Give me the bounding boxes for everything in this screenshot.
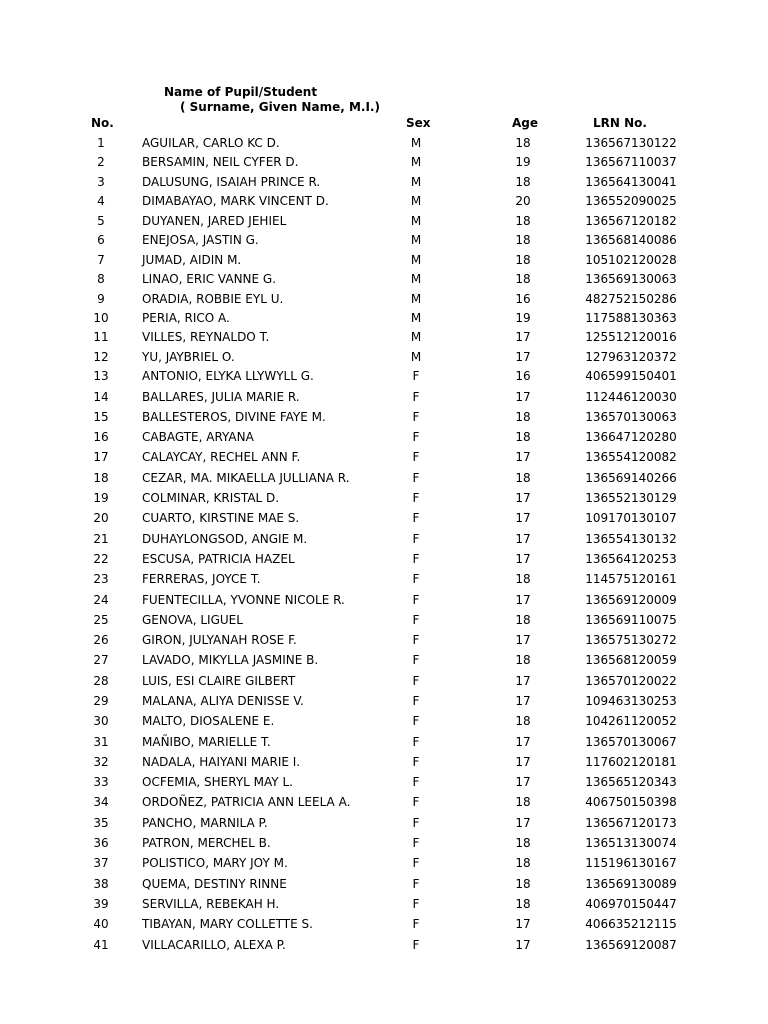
student-sex: M bbox=[410, 330, 422, 345]
table-row bbox=[0, 308, 768, 327]
student-sex: M bbox=[410, 194, 422, 209]
student-age: 17 bbox=[515, 775, 531, 790]
name-column-subheader: ( Surname, Given Name, M.I.) bbox=[180, 100, 380, 114]
student-name: LUIS, ESI CLAIRE GILBERT bbox=[142, 673, 296, 688]
student-name: DUYANEN, JARED JEHIEL bbox=[142, 213, 287, 228]
table-row bbox=[0, 590, 768, 610]
student-age: 17 bbox=[515, 673, 531, 688]
student-age: 17 bbox=[515, 734, 531, 749]
student-sex: F bbox=[412, 714, 420, 729]
student-sex: F bbox=[412, 653, 420, 668]
student-lrn: 136568120059 bbox=[585, 653, 677, 668]
row-number: 21 bbox=[93, 531, 109, 546]
student-name: POLISTICO, MARY JOY M. bbox=[142, 856, 288, 871]
student-lrn: 114575120161 bbox=[585, 572, 677, 587]
row-number: 24 bbox=[93, 592, 109, 607]
table-row bbox=[0, 630, 768, 650]
student-lrn: 136568140086 bbox=[585, 233, 677, 248]
student-sex: F bbox=[412, 572, 420, 587]
student-name: MALTO, DIOSALENE E. bbox=[142, 714, 275, 729]
table-row bbox=[0, 211, 768, 230]
student-lrn: 125512120016 bbox=[585, 330, 677, 345]
student-lrn: 136567120182 bbox=[585, 213, 677, 228]
table-row bbox=[0, 427, 768, 447]
student-lrn: 136564130041 bbox=[585, 174, 677, 189]
student-rows bbox=[0, 133, 768, 955]
student-lrn: 117602120181 bbox=[585, 754, 677, 769]
student-age: 20 bbox=[515, 194, 531, 209]
row-number: 13 bbox=[93, 369, 109, 384]
student-name: NADALA, HAIYANI MARIE I. bbox=[142, 754, 301, 769]
student-age: 18 bbox=[515, 174, 531, 189]
student-age: 19 bbox=[515, 310, 531, 325]
student-name: JUMAD, AIDIN M. bbox=[142, 252, 242, 267]
row-number: 33 bbox=[93, 775, 109, 790]
student-name: VILLACARILLO, ALEXA P. bbox=[142, 937, 286, 952]
row-number: 31 bbox=[93, 734, 109, 749]
student-sex: F bbox=[412, 856, 420, 871]
student-age: 19 bbox=[515, 155, 531, 170]
student-sex: M bbox=[410, 291, 422, 306]
student-sex: F bbox=[412, 836, 420, 851]
student-lrn: 117588130363 bbox=[585, 310, 677, 325]
table-row bbox=[0, 752, 768, 772]
student-age: 17 bbox=[515, 754, 531, 769]
student-name: LINAO, ERIC VANNE G. bbox=[142, 272, 277, 287]
table-row bbox=[0, 347, 768, 366]
row-number: 40 bbox=[93, 917, 109, 932]
student-sex: F bbox=[412, 511, 420, 526]
student-sex: F bbox=[412, 633, 420, 648]
student-lrn: 136513130074 bbox=[585, 836, 677, 851]
student-sex: F bbox=[412, 815, 420, 830]
table-row bbox=[0, 610, 768, 630]
student-sex: F bbox=[412, 430, 420, 445]
student-age: 17 bbox=[515, 551, 531, 566]
table-row bbox=[0, 327, 768, 346]
student-age: 17 bbox=[515, 531, 531, 546]
student-age: 17 bbox=[515, 694, 531, 708]
student-sex: M bbox=[410, 174, 422, 189]
student-age: 18 bbox=[515, 836, 531, 851]
student-sex: F bbox=[412, 531, 420, 546]
table-row bbox=[0, 250, 768, 269]
row-number: 27 bbox=[93, 653, 109, 668]
table-row bbox=[0, 732, 768, 752]
student-age: 17 bbox=[515, 592, 531, 607]
row-number: 10 bbox=[93, 310, 109, 325]
student-lrn: 482752150286 bbox=[585, 291, 677, 306]
row-number: 12 bbox=[93, 349, 109, 364]
row-number: 19 bbox=[93, 491, 109, 506]
table-row bbox=[0, 407, 768, 427]
table-row bbox=[0, 650, 768, 670]
table-row bbox=[0, 191, 768, 210]
student-name: DIMABAYAO, MARK VINCENT D. bbox=[142, 194, 329, 209]
table-row bbox=[0, 569, 768, 589]
student-age: 17 bbox=[515, 937, 531, 952]
student-name: AGUILAR, CARLO KC D. bbox=[142, 136, 280, 150]
student-lrn: 136570130063 bbox=[585, 409, 677, 424]
name-column-header: Name of Pupil/Student bbox=[164, 85, 318, 99]
student-lrn: 136554130132 bbox=[585, 531, 677, 546]
student-sex: M bbox=[410, 155, 422, 170]
student-name: CEZAR, MA. MIKAELLA JULLIANA R. bbox=[142, 470, 350, 485]
student-sex: F bbox=[412, 734, 420, 749]
student-name: GENOVA, LIGUEL bbox=[142, 612, 243, 627]
table-row bbox=[0, 671, 768, 691]
table-row bbox=[0, 874, 768, 894]
table-row bbox=[0, 152, 768, 171]
table-row bbox=[0, 894, 768, 914]
student-name: FERRERAS, JOYCE T. bbox=[142, 572, 261, 587]
student-name: COLMINAR, KRISTAL D. bbox=[142, 491, 280, 506]
row-number: 11 bbox=[93, 330, 109, 345]
student-age: 18 bbox=[515, 233, 531, 248]
table-row bbox=[0, 833, 768, 853]
student-lrn: 136564120253 bbox=[585, 551, 677, 566]
student-age: 16 bbox=[515, 369, 531, 384]
student-age: 18 bbox=[515, 896, 531, 911]
student-sex: F bbox=[412, 389, 420, 404]
row-number: 1 bbox=[97, 136, 105, 150]
student-name: GIRON, JULYANAH ROSE F. bbox=[142, 633, 297, 648]
student-sex: F bbox=[412, 917, 420, 932]
student-sex: F bbox=[412, 937, 420, 952]
student-name: ORDOÑEZ, PATRICIA ANN LEELA A. bbox=[142, 795, 351, 810]
student-name: BERSAMIN, NEIL CYFER D. bbox=[142, 155, 299, 170]
table-row bbox=[0, 853, 768, 873]
student-lrn: 109170130107 bbox=[585, 511, 677, 526]
student-lrn: 136569130089 bbox=[585, 876, 677, 891]
row-number: 4 bbox=[97, 194, 105, 209]
row-number: 7 bbox=[97, 252, 105, 267]
row-number: 5 bbox=[97, 213, 105, 228]
student-name: ORADIA, ROBBIE EYL U. bbox=[142, 291, 284, 306]
student-lrn: 136567110037 bbox=[585, 155, 677, 170]
student-sex: F bbox=[412, 491, 420, 506]
age-column-header: Age bbox=[512, 116, 539, 130]
student-sex: M bbox=[410, 252, 422, 267]
student-lrn: 136567120173 bbox=[585, 815, 677, 830]
row-number: 29 bbox=[93, 694, 109, 708]
student-lrn: 136569120087 bbox=[585, 937, 677, 952]
student-name: PANCHO, MARNILA P. bbox=[142, 815, 268, 830]
row-number: 8 bbox=[97, 272, 105, 287]
row-number: 22 bbox=[93, 551, 109, 566]
table-row bbox=[0, 711, 768, 731]
student-lrn: 136570130067 bbox=[585, 734, 677, 749]
student-age: 16 bbox=[515, 291, 531, 306]
student-age: 17 bbox=[515, 917, 531, 932]
student-name: LAVADO, MIKYLLA JASMINE B. bbox=[142, 653, 319, 668]
student-sex: F bbox=[412, 673, 420, 688]
student-age: 17 bbox=[515, 349, 531, 364]
row-number: 14 bbox=[93, 389, 109, 404]
row-number: 25 bbox=[93, 612, 109, 627]
student-age: 18 bbox=[515, 252, 531, 267]
student-sex: M bbox=[410, 136, 422, 150]
student-age: 18 bbox=[515, 136, 531, 150]
student-lrn: 136569120009 bbox=[585, 592, 677, 607]
student-sex: F bbox=[412, 694, 420, 708]
student-sex: M bbox=[410, 310, 422, 325]
student-age: 17 bbox=[515, 491, 531, 506]
row-number: 20 bbox=[93, 511, 109, 526]
table-row bbox=[0, 447, 768, 467]
student-lrn: 136567130122 bbox=[585, 136, 677, 150]
student-sex: F bbox=[412, 409, 420, 424]
student-name: ENEJOSA, JASTIN G. bbox=[142, 233, 259, 248]
student-name: YU, JAYBRIEL O. bbox=[142, 349, 235, 364]
student-lrn: 136569140266 bbox=[585, 470, 677, 485]
student-lrn: 406750150398 bbox=[585, 795, 677, 810]
row-number: 17 bbox=[93, 450, 109, 465]
student-sex: F bbox=[412, 795, 420, 810]
table-row bbox=[0, 230, 768, 249]
student-lrn: 136552130129 bbox=[585, 491, 677, 506]
student-name: ANTONIO, ELYKA LLYWYLL G. bbox=[142, 369, 314, 384]
student-age: 18 bbox=[515, 795, 531, 810]
student-lrn: 136569130063 bbox=[585, 272, 677, 287]
student-sex: M bbox=[410, 272, 422, 287]
student-sex: F bbox=[412, 470, 420, 485]
student-lrn: 406635212115 bbox=[585, 917, 677, 932]
student-sex: F bbox=[412, 775, 420, 790]
student-sex: M bbox=[410, 349, 422, 364]
row-number: 3 bbox=[97, 174, 105, 189]
student-name: DUHAYLONGSOD, ANGIE M. bbox=[142, 531, 308, 546]
row-number: 15 bbox=[93, 409, 109, 424]
row-number: 28 bbox=[93, 673, 109, 688]
student-lrn: 136554120082 bbox=[585, 450, 677, 465]
table-row bbox=[0, 488, 768, 508]
student-lrn: 136569110075 bbox=[585, 612, 677, 627]
table-row bbox=[0, 468, 768, 488]
table-row bbox=[0, 549, 768, 569]
student-name: MALANA, ALIYA DENISSE V. bbox=[142, 694, 304, 708]
table-row bbox=[0, 133, 768, 152]
student-name: OCFEMIA, SHERYL MAY L. bbox=[142, 775, 293, 790]
student-lrn: 136647120280 bbox=[585, 430, 677, 445]
row-number: 16 bbox=[93, 430, 109, 445]
table-row bbox=[0, 387, 768, 407]
student-age: 18 bbox=[515, 213, 531, 228]
row-number: 30 bbox=[93, 714, 109, 729]
student-lrn: 115196130167 bbox=[585, 856, 677, 871]
student-lrn: 136570120022 bbox=[585, 673, 677, 688]
row-number: 36 bbox=[93, 836, 109, 851]
student-lrn: 136565120343 bbox=[585, 775, 677, 790]
row-number: 6 bbox=[97, 233, 105, 248]
student-age: 18 bbox=[515, 572, 531, 587]
student-name: BALLARES, JULIA MARIE R. bbox=[142, 389, 300, 404]
row-number: 39 bbox=[93, 896, 109, 911]
student-age: 17 bbox=[515, 389, 531, 404]
table-row bbox=[0, 366, 768, 386]
student-lrn: 136575130272 bbox=[585, 633, 677, 648]
student-lrn: 136552090025 bbox=[585, 194, 677, 209]
student-age: 17 bbox=[515, 511, 531, 526]
student-age: 18 bbox=[515, 470, 531, 485]
sex-column-header: Sex bbox=[406, 116, 431, 130]
student-age: 18 bbox=[515, 653, 531, 668]
student-name: QUEMA, DESTINY RINNE bbox=[142, 876, 287, 891]
student-sex: F bbox=[412, 754, 420, 769]
student-sex: F bbox=[412, 612, 420, 627]
student-age: 18 bbox=[515, 856, 531, 871]
student-lrn: 112446120030 bbox=[585, 389, 677, 404]
student-age: 17 bbox=[515, 450, 531, 465]
no-column-header: No. bbox=[91, 116, 114, 130]
student-age: 17 bbox=[515, 633, 531, 648]
student-sex: F bbox=[412, 896, 420, 911]
row-number: 37 bbox=[93, 856, 109, 871]
student-age: 18 bbox=[515, 272, 531, 287]
student-sex: F bbox=[412, 592, 420, 607]
row-number: 26 bbox=[93, 633, 109, 648]
student-name: CUARTO, KIRSTINE MAE S. bbox=[142, 511, 300, 526]
row-number: 2 bbox=[97, 155, 105, 170]
student-name: TIBAYAN, MARY COLLETTE S. bbox=[142, 917, 313, 932]
student-name: FUENTECILLA, YVONNE NICOLE R. bbox=[142, 592, 345, 607]
student-name: DALUSUNG, ISAIAH PRINCE R. bbox=[142, 174, 321, 189]
student-sex: M bbox=[410, 233, 422, 248]
student-age: 18 bbox=[515, 430, 531, 445]
table-row bbox=[0, 529, 768, 549]
student-sex: F bbox=[412, 450, 420, 465]
row-number: 9 bbox=[97, 291, 105, 306]
table-row bbox=[0, 772, 768, 792]
table-row bbox=[0, 792, 768, 812]
student-age: 17 bbox=[515, 330, 531, 345]
student-lrn: 104261120052 bbox=[585, 714, 677, 729]
row-number: 38 bbox=[93, 876, 109, 891]
row-number: 41 bbox=[93, 937, 109, 952]
row-number: 18 bbox=[93, 470, 109, 485]
student-sex: M bbox=[410, 213, 422, 228]
student-age: 18 bbox=[515, 876, 531, 891]
student-age: 18 bbox=[515, 612, 531, 627]
row-number: 32 bbox=[93, 754, 109, 769]
table-row bbox=[0, 508, 768, 528]
student-name: VILLES, REYNALDO T. bbox=[142, 330, 270, 345]
student-age: 18 bbox=[515, 714, 531, 729]
student-name: SERVILLA, REBEKAH H. bbox=[142, 896, 280, 911]
student-name: PERIA, RICO A. bbox=[142, 310, 230, 325]
row-number: 35 bbox=[93, 815, 109, 830]
table-row bbox=[0, 813, 768, 833]
student-name: MAÑIBO, MARIELLE T. bbox=[142, 734, 271, 749]
table-row bbox=[0, 289, 768, 308]
student-name: BALLESTEROS, DIVINE FAYE M. bbox=[142, 409, 326, 424]
student-age: 17 bbox=[515, 815, 531, 830]
row-number: 23 bbox=[93, 572, 109, 587]
table-row bbox=[0, 269, 768, 288]
table-row bbox=[0, 935, 768, 955]
student-name: CALAYCAY, RECHEL ANN F. bbox=[142, 450, 301, 465]
student-sex: F bbox=[412, 369, 420, 384]
student-name: PATRON, MERCHEL B. bbox=[142, 836, 271, 851]
student-lrn: 127963120372 bbox=[585, 349, 677, 364]
student-name: ESCUSA, PATRICIA HAZEL bbox=[142, 551, 295, 566]
table-row bbox=[0, 172, 768, 191]
student-age: 18 bbox=[515, 409, 531, 424]
lrn-column-header: LRN No. bbox=[593, 116, 647, 130]
student-sex: F bbox=[412, 551, 420, 566]
student-lrn: 109463130253 bbox=[585, 694, 677, 708]
student-lrn: 105102120028 bbox=[585, 252, 677, 267]
table-row bbox=[0, 914, 768, 934]
student-sex: F bbox=[412, 876, 420, 891]
student-lrn: 406599150401 bbox=[585, 369, 677, 384]
student-name: CABAGTE, ARYANA bbox=[142, 430, 254, 445]
row-number: 34 bbox=[93, 795, 109, 810]
student-lrn: 406970150447 bbox=[585, 896, 677, 911]
table-row bbox=[0, 691, 768, 711]
